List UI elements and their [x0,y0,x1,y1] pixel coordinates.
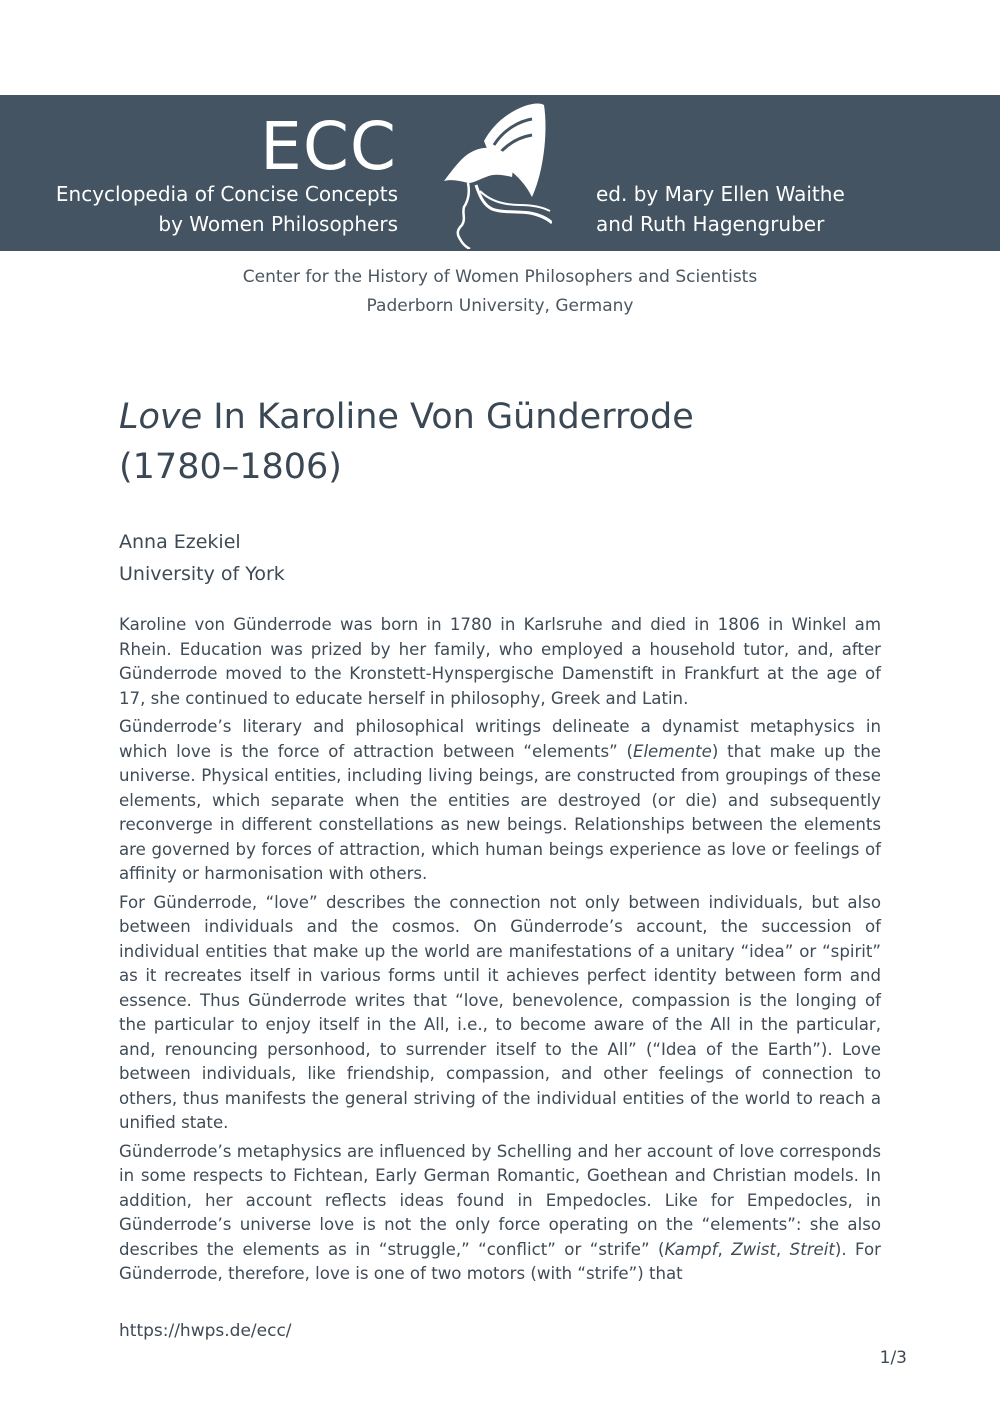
author-affiliation: University of York [119,562,285,585]
editors-credit [596,179,845,239]
paragraph-4-separator-2: , [775,1239,790,1259]
paragraph-2-text-a: Günderrode’s literary and philosophical writings delineate a dynamist metaphysics in which love is the force of attraction between “elements” ( [119,717,881,761]
header-banner [0,95,1000,251]
institution-line-1: Center for the History of Women Philosophers and Scientists [242,267,758,287]
article-title [119,392,879,492]
ecc-logo-text: ECC [260,108,397,185]
editors-line-1: ed. by Mary Ellen Waithe [596,182,845,206]
subtitle-line-1: Encyclopedia of Concise Concepts [55,182,398,206]
paragraph-4-term-kampf: Kampf [664,1239,718,1259]
title-italic: Love [119,397,203,437]
paragraph-2-text-b: ) that make up the universe. Physical entities, including living beings, are constructed from groupings of these elements, which separate when the entities are destroyed (or die) and subsequently reconverge in different constellations as new beings. Relationships between the elements are governed by forces of attraction, which human beings experience as love or feelings of affinity or harmonisation with others. [119,741,881,883]
paragraph-2 [119,715,881,887]
paragraph-1: Karoline von Günderrode was born in 1780 in Karlsruhe and died in 1806 in Winkel am Rhein. Education was prized by her family, who employed a household tutor, and, after Günderrode moved to the Kronstett-Hynspergische Damenstift in Frankfurt at the age of 17, she continued to educate herself in philosophy, Greek and Latin. [119,615,881,708]
page-number: 1/3 [879,1348,907,1368]
title-dates: (1780–1806) [119,447,342,487]
institution-info [0,263,1000,321]
title-rest: In Karoline Von Günderrode [202,397,694,437]
institution-line-2: Paderborn University, Germany [366,296,634,316]
paragraph-3: For Günderrode, “love” describes the connection not only between individuals, but also between individuals and the cosmos. On Günderrode’s account, the succession of individual entities that make up the world are manifestations of a unitary “idea” or “spirit” as it recreates itself in various forms until it achieves perfect identity between form and essence. Thus Günderrode writes that “love, benevolence, compassion is the longing of the particular to enjoy itself in the All, i.e., to become aware of the All in the particular, and, renouncing personhood, to surrender itself to the All” (“Idea of the Earth”). Love between individuals, like friendship, compassion, and other feelings of connection to others, thus manifests the general striving of the individual entities of the world to reach a unified state. [119,892,881,1132]
paragraph-4-term-zwist: Zwist [731,1239,776,1259]
author-name: Anna Ezekiel [119,531,241,553]
editors-line-2: and Ruth Hagengruber [596,212,825,236]
author-block [119,527,285,590]
paragraph-4 [119,1140,881,1287]
paragraph-4-separator-1: , [717,1239,732,1259]
paragraph-4-text-b: ). For Günderrode, therefore, love is one of two motors (with “strife”) that [119,1239,881,1283]
paragraph-4-term-streit: Streit [789,1239,835,1259]
footer-url-link[interactable]: https://hwps.de/ecc/ [119,1321,292,1341]
subtitle-line-2: by Women Philosophers [158,212,398,236]
article-body [119,613,881,1291]
paragraph-4-text-a: Günderrode’s metaphysics are influenced by Schelling and her account of love corresponds in some respects to Fichtean, Early German Romantic, Goethean and Christian models. In addition, her account reflects ideas found in Empedocles. Like for Empedocles, in Günderrode’s universe love is not the only force operating on the “elements”: she also describes the elements as in “struggle,” “conflict” or “strife” ( [119,1141,881,1259]
paragraph-2-term: Elemente [632,741,712,761]
athena-helmet-icon [440,101,552,249]
encyclopedia-subtitle [56,179,398,239]
